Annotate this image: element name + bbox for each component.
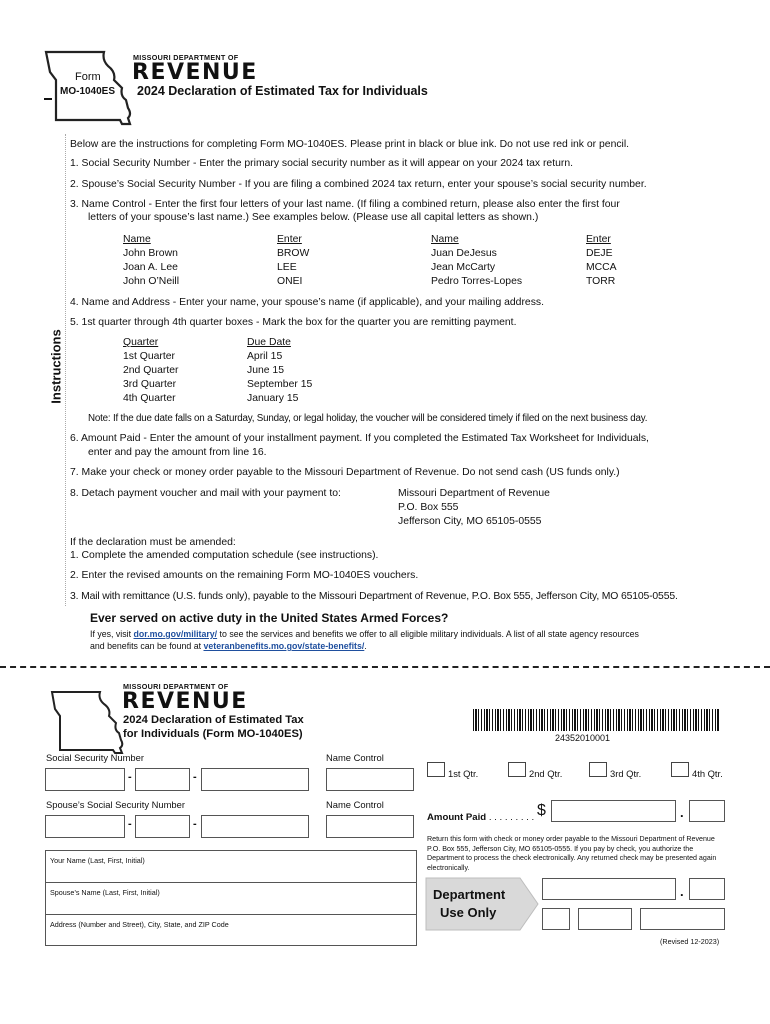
dept-use-field-1[interactable] — [542, 878, 676, 900]
instruction-item-8: 8. Detach payment voucher and mail with your payment to: — [70, 488, 341, 499]
spouse-name-control-field[interactable] — [326, 815, 414, 838]
instructions-intro: Below are the instructions for completing Form MO-1040ES. Please print in black or blue ink. Do not use red ink or pencil. — [70, 139, 630, 150]
quarter-name: 4th Quarter — [123, 393, 176, 404]
quarter-1-label: 1st Qtr. — [448, 768, 479, 779]
quarter-2-checkbox[interactable] — [508, 762, 526, 777]
dept-use-arrow-shape — [424, 876, 540, 932]
mail-address-line: Missouri Department of Revenue — [398, 488, 550, 499]
dept-use-line1: Department — [433, 887, 506, 902]
instruction-item-7: 7. Make your check or money order payable to the Missouri Department of Revenue. Do not send cash (US funds only.) — [70, 467, 620, 478]
dept-use-field-5[interactable] — [640, 908, 725, 930]
quarter-name: 2nd Quarter — [123, 365, 179, 376]
form-title: 2024 Declaration of Estimated Tax for Individuals — [137, 84, 428, 98]
voucher-agency-line: MISSOURI DEPARTMENT OF — [123, 682, 229, 691]
agency-logo: REVENUE — [132, 60, 258, 85]
enter-col-header-left: Enter — [277, 234, 302, 245]
quarter-2-label: 2nd Qtr. — [529, 768, 563, 779]
ssn-field-part-3[interactable] — [201, 768, 309, 791]
header-dash — [44, 98, 52, 100]
due-date-note: Note: If the due date falls on a Saturday, Sunday, or legal holiday, the voucher will be considered timely if filed on the next business day. — [88, 413, 648, 424]
enter-col-header-right: Enter — [586, 234, 611, 245]
name-control-field[interactable] — [326, 768, 414, 791]
instruction-item-6-line1: 6. Amount Paid - Enter the amount of your installment payment. If you completed the Estimated Tax Worksheet for Individuals, — [70, 433, 649, 444]
address-label: Address (Number and Street), City, State, and ZIP Code — [50, 920, 229, 929]
spouse-ssn-label: Spouse’s Social Security Number — [46, 799, 185, 810]
quarter-1-checkbox[interactable] — [427, 762, 445, 777]
instructions-sidebar — [46, 134, 66, 606]
instructions-side-label: Instructions — [48, 329, 64, 404]
tear-line — [0, 666, 770, 668]
ssn-field-part-2[interactable] — [135, 768, 190, 791]
voucher-title-line1: 2024 Declaration of Estimated Tax — [123, 714, 304, 726]
dollar-sign: $ — [537, 802, 546, 819]
military-heading: Ever served on active duty in the United States Armed Forces? — [90, 611, 449, 625]
your-name-field[interactable] — [46, 851, 416, 883]
amended-step-3: 3. Mail with remittance (U.S. funds only), payable to the Missouri Department of Revenue, P.O. Box 555, Jefferson City, MO 65105-0555. — [70, 591, 678, 602]
address-field[interactable] — [46, 915, 416, 945]
name-example: Juan DeJesus — [431, 248, 497, 259]
ssn-field-part-1[interactable] — [45, 768, 125, 791]
instructions-divider — [65, 134, 66, 606]
spouse-name-field[interactable] — [46, 883, 416, 915]
ssn-label: Social Security Number — [46, 752, 144, 763]
instruction-item-6-line2: enter and pay the amount from line 16. — [88, 447, 267, 458]
enter-example: BROW — [277, 248, 310, 259]
voucher-agency-logo: REVENUE — [122, 689, 248, 714]
barcode-number: 24352010001 — [555, 733, 611, 743]
military-line-2 — [90, 641, 367, 651]
name-example: Jean McCarty — [431, 262, 496, 273]
name-example: Pedro Torres-Lopes — [431, 276, 523, 287]
instruction-item-4: 4. Name and Address - Enter your name, your spouse’s name (if applicable), and your mailing address. — [70, 297, 544, 308]
amended-step-2: 2. Enter the revised amounts on the remaining Form MO-1040ES vouchers. — [70, 570, 419, 581]
spouse-ssn-dash: - — [193, 818, 197, 830]
quarter-name: 3rd Quarter — [123, 379, 177, 390]
amount-paid-label: Amount Paid — [427, 812, 487, 823]
dept-use-field-3[interactable] — [542, 908, 570, 930]
dept-use-line2: Use Only — [440, 905, 497, 920]
instruction-item-2: 2. Spouse’s Social Security Number - If you are filing a combined 2024 tax return, enter your spouse’s social security number. — [70, 179, 647, 190]
form-number: MO-1040ES — [60, 86, 116, 97]
amount-cents-field[interactable] — [689, 800, 725, 822]
barcode — [473, 709, 719, 731]
mail-address-line: P.O. Box 555 — [398, 502, 459, 513]
spouse-ssn-field-part-3[interactable] — [201, 815, 309, 838]
name-col-header-left: Name — [123, 234, 151, 245]
quarter-name: 1st Quarter — [123, 351, 175, 362]
missouri-map-icon — [48, 688, 130, 756]
return-note: Return this form with check or money order payable to the Missouri Department of Revenue P.O. Box 555, Jefferson City, MO 65105-0555. If you pay by check, you authorize the Department to process the check electronically. Any returned check may be presented again electronically. — [427, 835, 717, 872]
form-label: Form — [75, 71, 101, 83]
instruction-item-3-line1: 3. Name Control - Enter the first four letters of your last name. (If filing a combined return, please also enter the first four — [70, 199, 620, 210]
quarter-due-date: June 15 — [247, 365, 284, 376]
instruction-item-1: 1. Social Security Number - Enter the primary social security number as it will appear on your 2024 tax return. — [70, 158, 574, 169]
dept-use-field-2[interactable] — [689, 878, 725, 900]
your-name-label: Your Name (Last, First, Initial) — [50, 856, 145, 865]
enter-example: MCCA — [586, 262, 617, 273]
dept-use-decimal: . — [680, 884, 684, 899]
quarter-due-date: January 15 — [247, 393, 299, 404]
military-text: to see the services and benefits we offer to all eligible military individuals. A list of all state agency resources — [217, 629, 639, 639]
military-text: and benefits can be found at — [90, 641, 204, 651]
quarter-3-label: 3rd Qtr. — [610, 768, 642, 779]
ssn-dash: - — [193, 771, 197, 783]
quarter-due-date: April 15 — [247, 351, 283, 362]
spouse-name-control-label: Name Control — [326, 799, 384, 810]
amended-step-1: 1. Complete the amended computation schedule (see instructions). — [70, 550, 379, 561]
instruction-item-5: 5. 1st quarter through 4th quarter boxes - Mark the box for the quarter you are remitting payment. — [70, 317, 517, 328]
amended-heading: If the declaration must be amended: — [70, 537, 236, 548]
quarter-col-header: Quarter — [123, 337, 159, 348]
voucher-title-line2: for Individuals (Form MO-1040ES) — [123, 728, 303, 740]
dept-use-field-4[interactable] — [578, 908, 632, 930]
enter-example: ONEI — [277, 276, 303, 287]
military-text: . — [364, 641, 367, 651]
ssn-dash: - — [128, 771, 132, 783]
revised-date: (Revised 12-2023) — [660, 937, 720, 946]
quarter-due-date: September 15 — [247, 379, 313, 390]
quarter-3-checkbox[interactable] — [589, 762, 607, 777]
amount-paid-dots: . . . . . . . . . — [488, 812, 535, 823]
name-address-block — [45, 850, 417, 946]
quarter-4-checkbox[interactable] — [671, 762, 689, 777]
spouse-ssn-field-part-2[interactable] — [135, 815, 190, 838]
name-control-label: Name Control — [326, 752, 384, 763]
enter-example: DEJE — [586, 248, 613, 259]
agency-line: MISSOURI DEPARTMENT OF — [133, 53, 239, 62]
spouse-ssn-field-part-1[interactable] — [45, 815, 125, 838]
military-text: If yes, visit — [90, 629, 134, 639]
spouse-name-label: Spouse’s Name (Last, First, Initial) — [50, 888, 160, 897]
mail-address-line: Jefferson City, MO 65105-0555 — [398, 516, 542, 527]
enter-example: LEE — [277, 262, 297, 273]
amount-dollars-field[interactable] — [551, 800, 676, 822]
name-col-header-right: Name — [431, 234, 459, 245]
due-date-col-header: Due Date — [247, 337, 291, 348]
name-example: John O’Neill — [123, 276, 180, 287]
amount-decimal: . — [680, 805, 684, 820]
quarter-4-label: 4th Qtr. — [692, 768, 723, 779]
instruction-item-3-line2: letters of your spouse’s last name.) See examples below. (Please use all capital letters as shown.) — [88, 212, 539, 223]
military-line-1 — [90, 629, 639, 639]
name-example: John Brown — [123, 248, 178, 259]
enter-example: TORR — [586, 276, 616, 287]
state-benefits-link[interactable]: veteranbenefits.mo.gov/state-benefits/ — [203, 641, 365, 651]
amount-paid-label-row — [427, 812, 534, 823]
military-link[interactable]: dor.mo.gov/military/ — [133, 629, 218, 639]
name-example: Joan A. Lee — [123, 262, 178, 273]
spouse-ssn-dash: - — [128, 818, 132, 830]
